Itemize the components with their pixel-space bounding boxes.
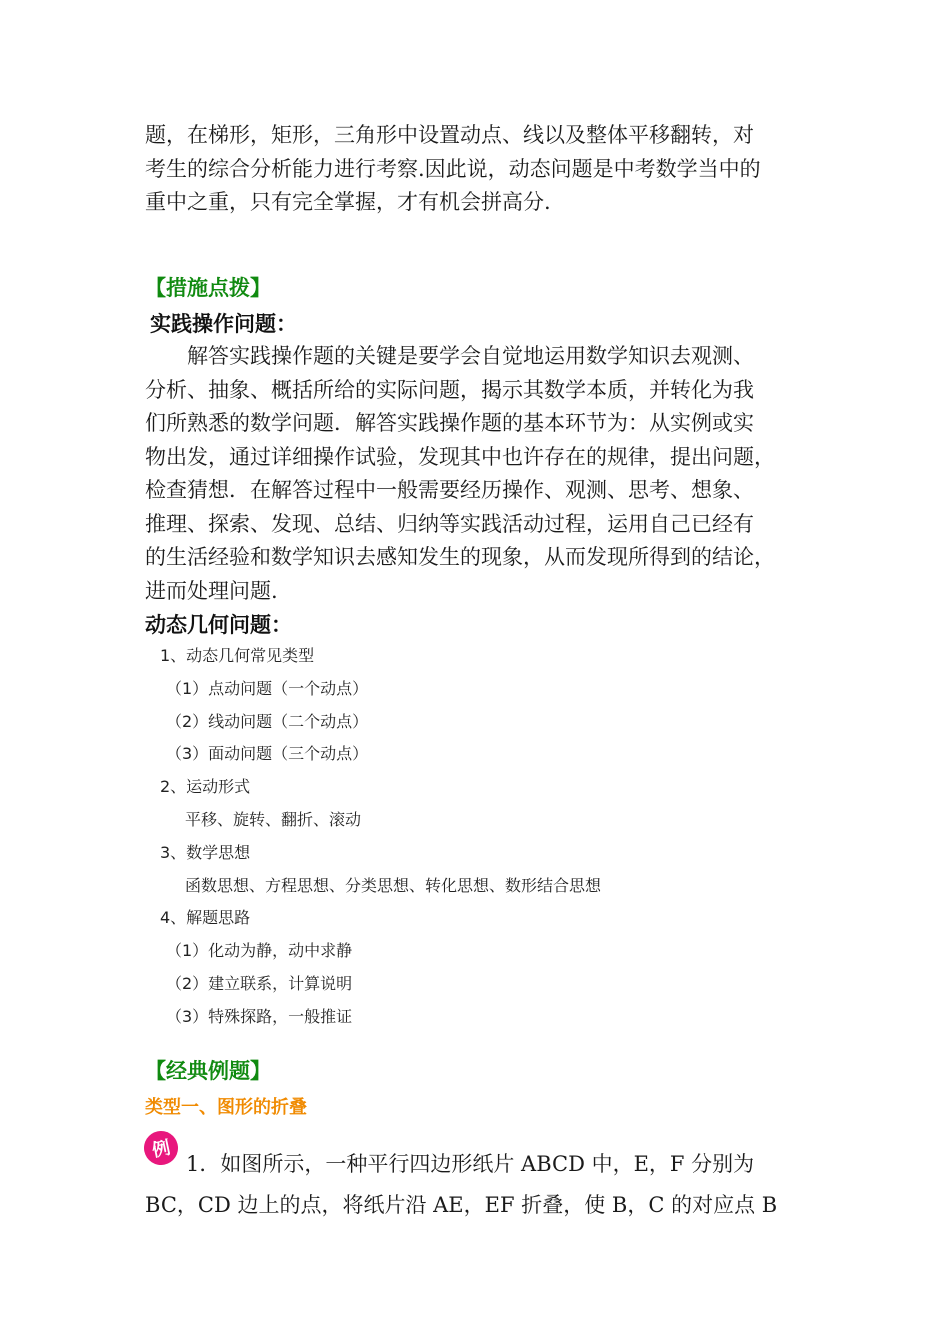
list-item: （3）面动问题（三个动点） <box>166 744 369 763</box>
section-heading-measures: 【措施点拨】 <box>145 276 271 300</box>
practice-line: 推理、探索、发现、总结、归纳等实践活动过程，运用自己已经有 <box>145 511 754 536</box>
intro-line: 重中之重，只有完全掌握，才有机会拼高分. <box>145 190 551 214</box>
intro-line: 题，在梯形，矩形，三角形中设置动点、线以及整体平移翻转，对 <box>145 123 754 147</box>
practice-paragraph <box>145 340 835 608</box>
list-item: 4、解题思路 <box>160 908 251 927</box>
example-line: BC，CD 边上的点，将纸片沿 AE，EF 折叠，使 B，C 的对应点 B <box>145 1193 778 1217</box>
list-item: 3、数学思想 <box>160 843 251 862</box>
dynamic-title: 动态几何问题： <box>145 613 292 637</box>
list-item: （1）点动问题（一个动点） <box>166 679 369 698</box>
practice-line: 进而处理问题. <box>145 578 278 603</box>
practice-title: 实践操作问题： <box>150 312 297 336</box>
practice-line: 检查猜想．在解答过程中一般需要经历操作、观测、思考、想象、 <box>145 478 754 502</box>
section-heading-examples: 【经典例题】 <box>145 1059 271 1083</box>
list-item: 函数思想、方程思想、分类思想、转化思想、数形结合思想 <box>185 876 602 895</box>
practice-line: 们所熟悉的数学问题．解答实践操作题的基本环节为：从实例或实 <box>145 411 754 435</box>
list-item: （2）线动问题（二个动点） <box>166 712 369 731</box>
practice-line: 的生活经验和数学知识去感知发生的现象，从而发现所得到的结论， <box>145 545 775 569</box>
list-item: （3）特殊探路，一般推证 <box>166 1007 353 1026</box>
intro-line: 考生的综合分析能力进行考察.因此说，动态问题是中考数学当中的 <box>145 156 761 181</box>
intro-paragraph <box>145 119 835 220</box>
list-item: 2、运动形式 <box>160 777 251 796</box>
list-item: 1、动态几何常见类型 <box>160 646 315 665</box>
list-item: （2）建立联系，计算说明 <box>166 974 353 993</box>
example-badge-icon: 例 <box>141 1128 181 1168</box>
practice-line: 分析、抽象、概括所给的实际问题，揭示其数学本质，并转化为我 <box>145 377 754 402</box>
list-item: 平移、旋转、翻折、滚动 <box>185 810 362 829</box>
practice-line: 解答实践操作题的关键是要学会自觉地运用数学知识去观测、 <box>187 344 754 368</box>
practice-line: 物出发，通过详细操作试验，发现其中也许存在的规律，提出问题， <box>145 444 775 469</box>
example-line: 1．如图所示，一种平行四边形纸片 ABCD 中，E，F 分别为 <box>186 1152 755 1176</box>
list-item: （1）化动为静，动中求静 <box>166 941 353 960</box>
type-one-heading: 类型一、图形的折叠 <box>145 1097 307 1118</box>
